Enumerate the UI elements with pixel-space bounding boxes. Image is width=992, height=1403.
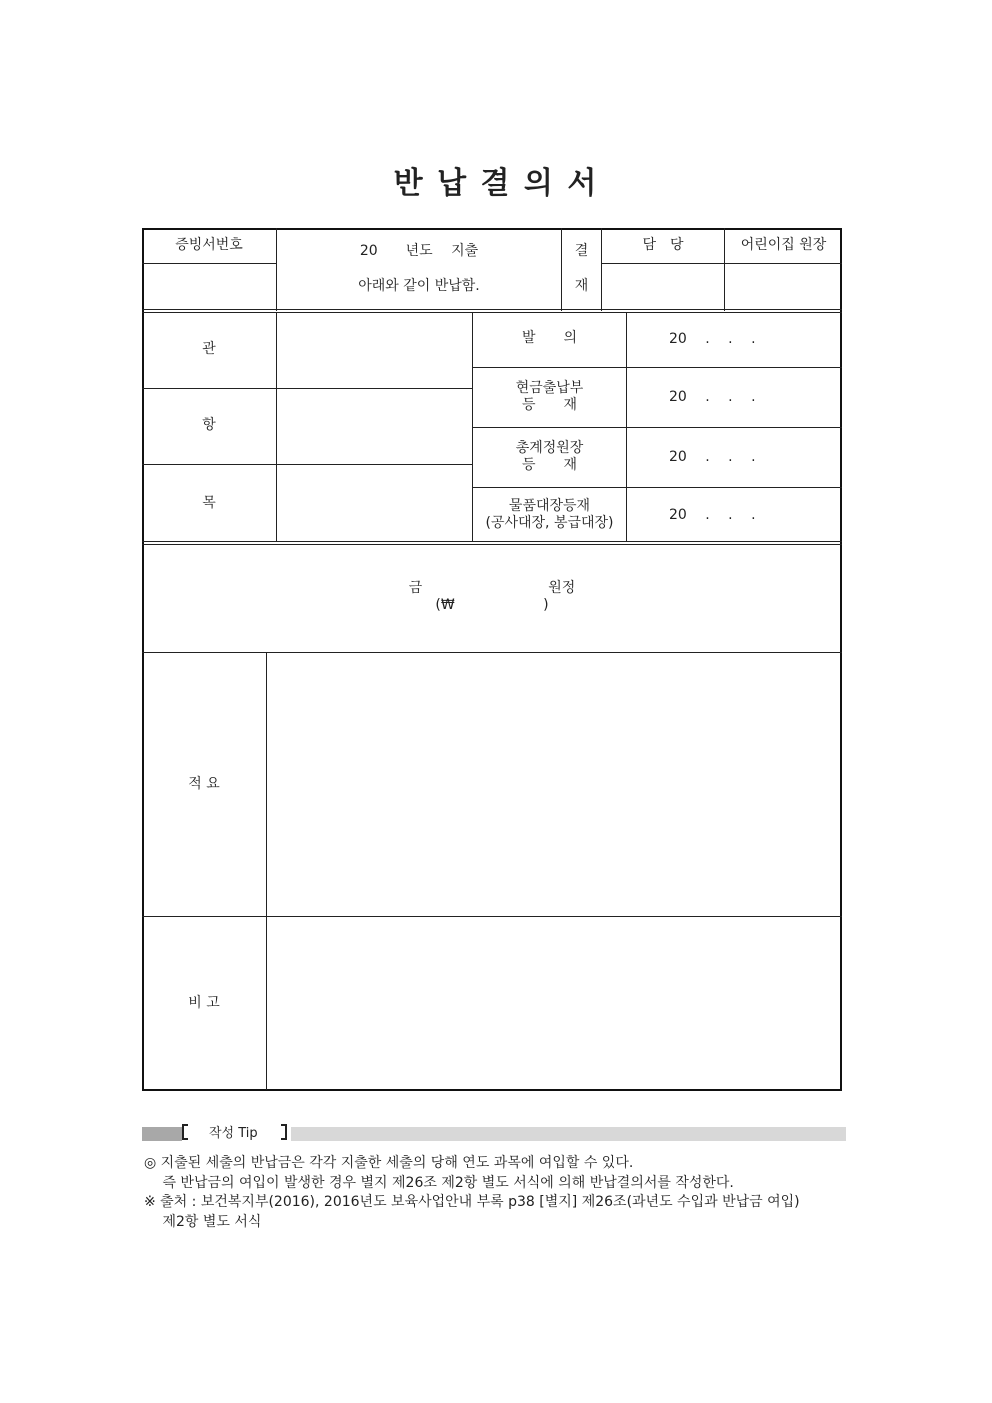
tip-notes	[144, 1154, 800, 1232]
fiscal-year-line: 20 년도 지출	[359, 243, 479, 259]
budget-row-label-hang: 항	[202, 417, 216, 433]
tip-note-line: ◎ 지출된 세출의 반납금은 각각 지출한 세출의 당해 연도 과목에 여입할 수 있다.	[144, 1155, 634, 1171]
bracket-right-icon	[281, 1124, 287, 1140]
approval-label-top: 결	[574, 243, 589, 259]
voucher-number-field[interactable]	[143, 265, 276, 309]
date-value[interactable]: 20 . . .	[669, 507, 756, 523]
divider	[142, 544, 842, 545]
divider	[142, 309, 842, 310]
amount-won-line[interactable]: (₩ )	[435, 597, 549, 613]
budget-row-label-mok: 목	[202, 495, 216, 511]
tip-label: 작성 Tip	[209, 1126, 258, 1141]
remarks-field[interactable]	[267, 917, 840, 1089]
divider	[142, 263, 277, 264]
divider	[472, 427, 842, 428]
summary-label: 적 요	[188, 776, 220, 792]
date-row-label: 현금출납부	[515, 380, 584, 396]
date-row-sublabel: 등 재	[521, 397, 578, 413]
date-row-label: 발 의	[521, 330, 578, 346]
divider	[601, 263, 842, 264]
approver-director-label: 어린이집 원장	[740, 237, 827, 253]
tip-bar-right	[291, 1127, 846, 1141]
divider	[561, 228, 562, 311]
divider	[472, 487, 842, 488]
date-row-label: 물품대장등재	[508, 498, 591, 514]
date-row-sublabel: (공사대장, 봉급대장)	[485, 515, 614, 531]
summary-field[interactable]	[267, 653, 840, 915]
date-value[interactable]: 20 . . .	[669, 389, 756, 405]
approval-label-bottom: 재	[574, 278, 589, 294]
budget-row-label-gwan: 관	[202, 341, 216, 357]
document-title: 반 납 결 의 서	[393, 166, 599, 201]
date-value[interactable]: 20 . . .	[669, 449, 756, 465]
tip-note-line: 제2항 별도 서식	[144, 1213, 262, 1230]
approver-staff-label: 담 당	[642, 237, 684, 253]
tip-note-line: ※ 출처 : 보건복지부(2016), 2016년도 보육사업안내 부록 p38 [별지] 제26조(과년도 수입과 반납금 여입)	[144, 1194, 800, 1210]
bracket-left-icon	[182, 1124, 188, 1140]
tip-bar-left	[142, 1127, 182, 1141]
divider	[142, 312, 842, 313]
tip-note-line: 즉 반납금의 여입이 발생한 경우 별지 제26조 제2항 별도 서식에 의해 반납결의서를 작성한다.	[144, 1174, 734, 1191]
budget-value-field[interactable]	[277, 313, 472, 388]
date-row-sublabel: 등 재	[521, 457, 578, 473]
budget-value-field[interactable]	[277, 465, 472, 541]
amount-line[interactable]: 금 원정	[408, 580, 576, 596]
divider	[276, 228, 277, 311]
remarks-label: 비 고	[188, 995, 220, 1011]
budget-value-field[interactable]	[277, 389, 472, 464]
approver-staff-signature-field[interactable]	[602, 265, 724, 309]
return-statement: 아래와 같이 반납함.	[358, 278, 480, 294]
divider	[142, 541, 842, 542]
divider	[472, 367, 842, 368]
date-row-label: 총계정원장	[515, 440, 584, 456]
approver-director-signature-field[interactable]	[725, 265, 841, 309]
voucher-number-label: 증빙서번호	[175, 237, 243, 253]
date-value[interactable]: 20 . . .	[669, 331, 756, 347]
